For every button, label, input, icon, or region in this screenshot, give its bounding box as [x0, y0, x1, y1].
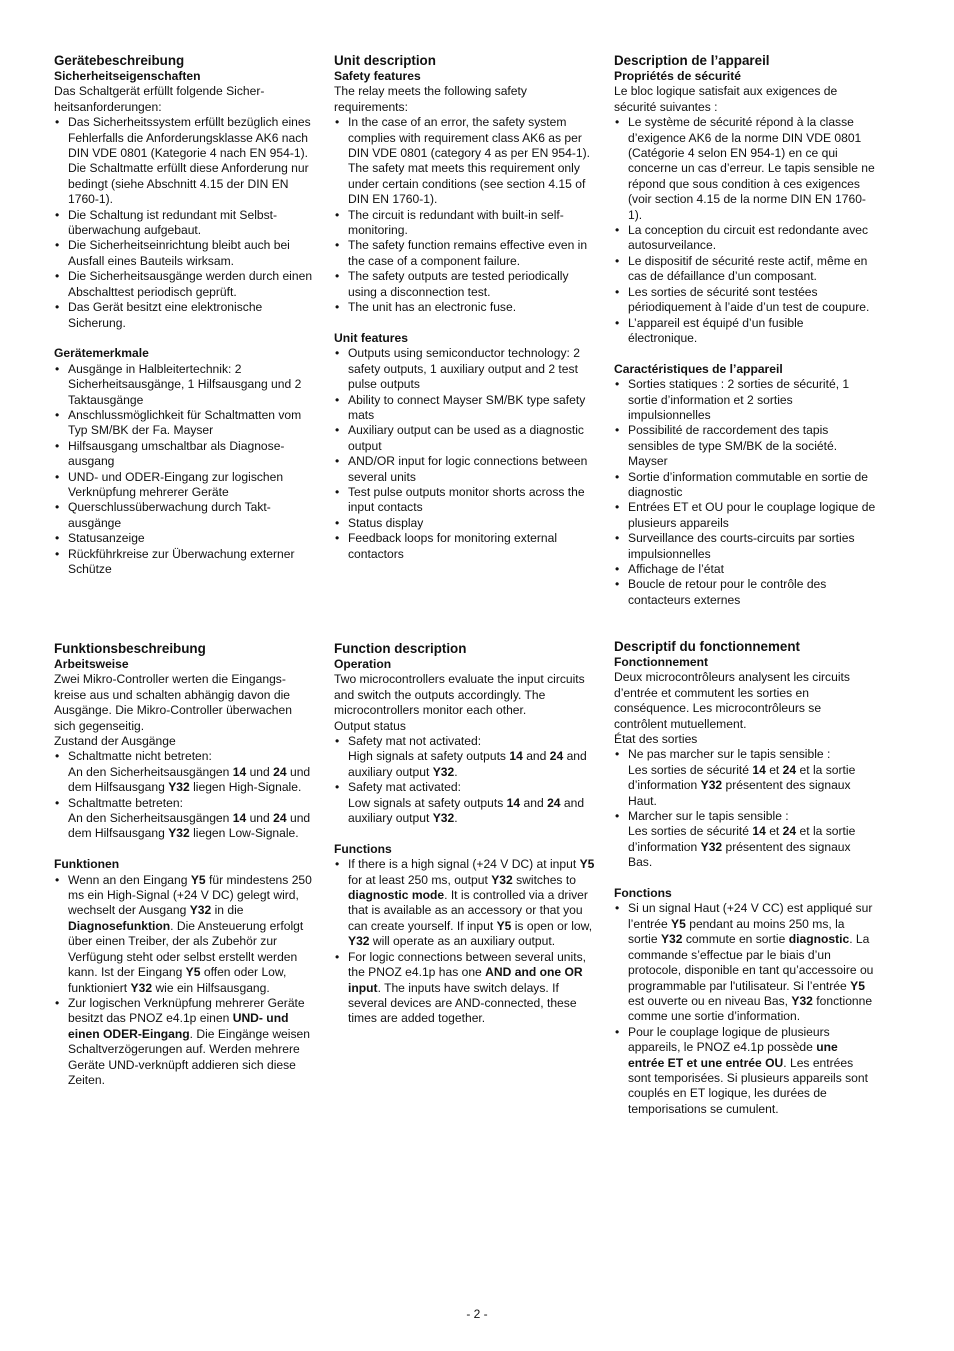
list-item: • Die Sicherheitsausgänge werden durch einen Abschalttest periodisch geprüft. — [54, 269, 316, 300]
list-item: • Auxiliary output can be used as a diagnostic output — [334, 423, 596, 454]
intro-text: Das Schaltgerät erfüllt folgende Sicher-heitsanforderungen: — [54, 84, 265, 114]
subheading: Sicherheitseigenschaften — [54, 69, 201, 83]
list-item: • Status display — [334, 516, 596, 531]
features-list — [54, 362, 316, 578]
list-item: • Anschlussmöglichkeit für Schaltmatten vom Typ SM/BK der Fa. Mayser — [54, 408, 316, 439]
status-title: Schaltmatte betreten: — [68, 795, 183, 810]
list-item: • The unit has an electronic fuse. — [334, 300, 596, 315]
intro-text: Deux microcontrôleurs analysent les circuits d’entrée et commutent les sorties en conséquence. Les microcontrôleurs se contrôlent mutuellement. — [614, 670, 850, 731]
list-item: • Statusanzeige — [54, 531, 316, 546]
list-item: • Le dispositif de sécurité reste actif, même en cas de défaillance d’un composant. — [614, 254, 876, 285]
list-item: • Pour le couplage logique de plusieurs appareils, le PNOZ e4.1p possède une entrée ET et une entrée OU. Les entrées sont temporisées. Si plusieurs appareils sont couplés en ET logique, les durées de temporisations se cumulent. — [614, 1025, 876, 1117]
list-item: • Si un signal Haut (+24 V CC) est appliqué sur l’entrée Y5 pendant au moins 250 ms, la sortie Y32 commute en sortie diagnostic. La commande s’effectue par le biais d’un protocole, disponible en tant qu’accessoire ou programmable par l'utilisateur. Si l’entrée Y5 est ouverte ou en niveau Bas, Y32 fonctionne comme une sortie d’information. — [614, 901, 876, 1024]
status-label: État des sorties — [614, 732, 698, 747]
list-item: • UND- und ODER-Eingang zur logischen Verknüpfung mehrerer Geräte — [54, 470, 316, 501]
safety-list — [614, 115, 876, 346]
list-item: • Das Sicherheitssystem erfüllt bezüglich eines Fehlerfalls die Anforderungsklasse AK6 nach DIN VDE 0801 (Kategorie 4 nach EN 954-1). Die Schaltmatte erfüllt diese Anforderung nur bedingt (siehe Abschnitt 4.15 der DIN EN 1760-1). — [54, 115, 316, 207]
list-item: • In the case of an error, the safety system complies with requirement class AK6 as per DIN VDE 0801 (category 4 as per EN 954-1). The safety mat meets this requirement only under certain conditions (see section 4.15 of DIN EN 1760-1). — [334, 115, 596, 207]
section-heading: Description de l’appareil — [614, 53, 770, 68]
page-number: - 2 - — [466, 1307, 488, 1321]
status-list — [54, 749, 316, 841]
list-item: • AND/OR input for logic connections between several units — [334, 454, 596, 485]
intro-text: Le bloc logique satisfait aux exigences de sécurité suivantes : — [614, 84, 838, 114]
list-item: • Ne pas marcher sur le tapis sensible : Les sorties de sécurité 14 et 24 et la sortie d’information Y32 présentent des signaux Haut. — [614, 747, 876, 809]
safety-list — [334, 115, 596, 315]
intro-text: The relay meets the following safety requirements: — [334, 84, 527, 114]
list-item: • If there is a high signal (+24 V DC) at input Y5 for at least 250 ms, output Y32 switches to diagnostic mode. It is controlled via a driver that is available as an accessory or that you can create yourself. If input Y5 is open or low, Y32 will operate as an auxiliary output. — [334, 857, 596, 949]
intro-text: Two microcontrollers evaluate the input circuits and switch the outputs accordingly. The microcontrollers monitor each other. — [334, 672, 585, 718]
list-item: • Schaltmatte nicht betreten: An den Sicherheitsausgängen 14 und 24 und dem Hilfsausgang Y32 liegen High-Signale. — [54, 749, 316, 795]
section-heading: Gerätebeschreibung — [54, 53, 185, 68]
subheading: Gerätemerkmale — [54, 346, 149, 361]
subheading: Propriétés de sécurité — [614, 69, 742, 83]
subheading: Safety features — [334, 69, 421, 83]
list-item: • For logic connections between several units, the PNOZ e4.1p has one AND and one OR input. The inputs have switch delays. If several devices are AND-connected, these times are added together. — [334, 950, 596, 1027]
safety-list — [54, 115, 316, 331]
list-item: • Marcher sur le tapis sensible : Les sorties de sécurité 14 et 24 et la sortie d’information Y32 présentent des signaux Bas. — [614, 809, 876, 871]
status-label: Zustand der Ausgänge — [54, 734, 176, 749]
list-item: • Das Gerät besitzt eine elektronische Sicherung. — [54, 300, 316, 331]
fr-unit-description — [614, 53, 876, 608]
features-list — [614, 377, 876, 608]
list-item: • Rückführkreise zur Überwachung externer Schütze — [54, 547, 316, 578]
list-item: • Le système de sécurité répond à la classe d’exigence AK6 de la norme DIN VDE 0801 (Catégorie 4 selon EN 954-1) en ce qui concerne un cas d’erreur. Le tapis sensible ne répond que sous condition à ces exigences (voir section 4.15 de la norme DIN EN 1760-1). — [614, 115, 876, 223]
en-function-description — [334, 641, 596, 1027]
functions-list — [614, 901, 876, 1117]
list-item: • Schaltmatte betreten: An den Sicherheitsausgängen 14 und 24 und dem Hilfsausgang Y32 liegen Low-Signale. — [54, 796, 316, 842]
en-unit-description — [334, 53, 596, 562]
list-item: • Wenn an den Eingang Y5 für mindestens 250 ms ein High-Signal (+24 V DC) gelegt wird, wechselt der Ausgang Y32 in die Diagnosefunktion. Die Ansteuerung erfolgt über einen Treiber, der als Zubehör zur Verfügung steht oder selbst erstellt werden kann. Ist der Eingang Y5 offen oder Low, funktioniert Y32 wie ein Hilfsausgang. — [54, 873, 316, 996]
list-item: • Ausgänge in Halbleitertechnik: 2 Sicherheitsausgänge, 1 Hilfsausgang und 2 Taktausgänge — [54, 362, 316, 408]
subheading: Functions — [334, 841, 392, 856]
status-title: Schaltmatte nicht betreten: — [68, 749, 212, 764]
list-item: • Die Sicherheitseinrichtung bleibt auch bei Ausfall eines Bauteils wirksam. — [54, 238, 316, 269]
list-item: • Les sorties de sécurité sont testées périodiquement à l’aide d’un test de coupure. — [614, 285, 876, 316]
status-title: Safety mat not activated: — [348, 734, 482, 749]
list-item: • Surveillance des courts-circuits par sorties impulsionnelles — [614, 531, 876, 562]
list-item: • Hilfsausgang umschaltbar als Diagnose-ausgang — [54, 439, 316, 470]
subheading: Fonctions — [614, 886, 672, 901]
fr-function-description — [614, 639, 876, 1117]
status-title: Marcher sur le tapis sensible : — [628, 809, 789, 824]
list-item: • Boucle de retour pour le contrôle des contacteurs externes — [614, 577, 876, 608]
status-title: Ne pas marcher sur le tapis sensible : — [628, 747, 831, 762]
subheading: Caractéristiques de l’appareil — [614, 361, 783, 376]
subheading: Fonctionnement — [614, 655, 709, 669]
status-list — [334, 734, 596, 826]
subheading: Funktionen — [54, 857, 120, 872]
section-heading: Function description — [334, 641, 467, 656]
status-label: Output status — [334, 718, 406, 733]
subheading: Operation — [334, 657, 392, 671]
section-heading: Funktionsbeschreibung — [54, 641, 206, 656]
status-title: Safety mat activated: — [348, 780, 461, 795]
list-item: • Zur logischen Verknüpfung mehrerer Geräte besitzt das PNOZ e4.1p einen UND- und einen ODER-Eingang. Die Eingänge weisen Schaltverzögerungen auf. Werden mehrere Geräte UND-verknüpft addieren sich diese Zeiten. — [54, 996, 316, 1088]
list-item: • Outputs using semiconductor technology: 2 safety outputs, 1 auxiliary output and 2 test pulse outputs — [334, 346, 596, 392]
list-item: • Test pulse outputs monitor shorts across the input contacts — [334, 485, 596, 516]
list-item: • Affichage de l’état — [614, 562, 876, 577]
list-item: • Safety mat not activated: High signals at safety outputs 14 and 24 and auxiliary output Y32. — [334, 734, 596, 780]
list-item: • Possibilité de raccordement des tapis sensibles de type SM/BK de la société. Mayser — [614, 423, 876, 469]
list-item: • Die Schaltung ist redundant mit Selbst-überwachung aufgebaut. — [54, 208, 316, 239]
list-item: • Entrées ET et OU pour le couplage logique de plusieurs appareils — [614, 500, 876, 531]
section-heading: Descriptif du fonctionnement — [614, 639, 800, 654]
list-item: • Querschlussüberwachung durch Takt-ausgänge — [54, 500, 316, 531]
status-list — [614, 747, 876, 870]
intro-text: Zwei Mikro-Controller werten die Eingangs-kreise aus und schalten abhängig davon die Ausgänge. Die Mikro-Controller überwachen sich gegenseitig. — [54, 672, 292, 733]
list-item: • Feedback loops for monitoring external contactors — [334, 531, 596, 562]
de-unit-description — [54, 53, 316, 577]
de-function-description — [54, 641, 316, 1088]
list-item: • Ability to connect Mayser SM/BK type safety mats — [334, 393, 596, 424]
list-item: • Sortie d’information commutable en sortie de diagnostic — [614, 470, 876, 501]
section-heading: Unit description — [334, 53, 436, 68]
list-item: • The safety function remains effective even in the case of a component failure. — [334, 238, 596, 269]
list-item: • L’appareil est équipé d’un fusible électronique. — [614, 316, 876, 347]
list-item: • The safety outputs are tested periodically using a disconnection test. — [334, 269, 596, 300]
list-item: • La conception du circuit est redondante avec autosurveilance. — [614, 223, 876, 254]
subheading: Arbeitsweise — [54, 657, 129, 671]
list-item: • The circuit is redundant with built-in self-monitoring. — [334, 208, 596, 239]
list-item: • Safety mat activated: Low signals at safety outputs 14 and 24 and auxiliary output Y32. — [334, 780, 596, 826]
functions-list — [54, 873, 316, 1089]
functions-list — [334, 857, 596, 1026]
list-item: • Sorties statiques : 2 sorties de sécurité, 1 sortie d’information et 2 sorties impulsionnelles — [614, 377, 876, 423]
subheading: Unit features — [334, 330, 408, 345]
features-list — [334, 346, 596, 562]
